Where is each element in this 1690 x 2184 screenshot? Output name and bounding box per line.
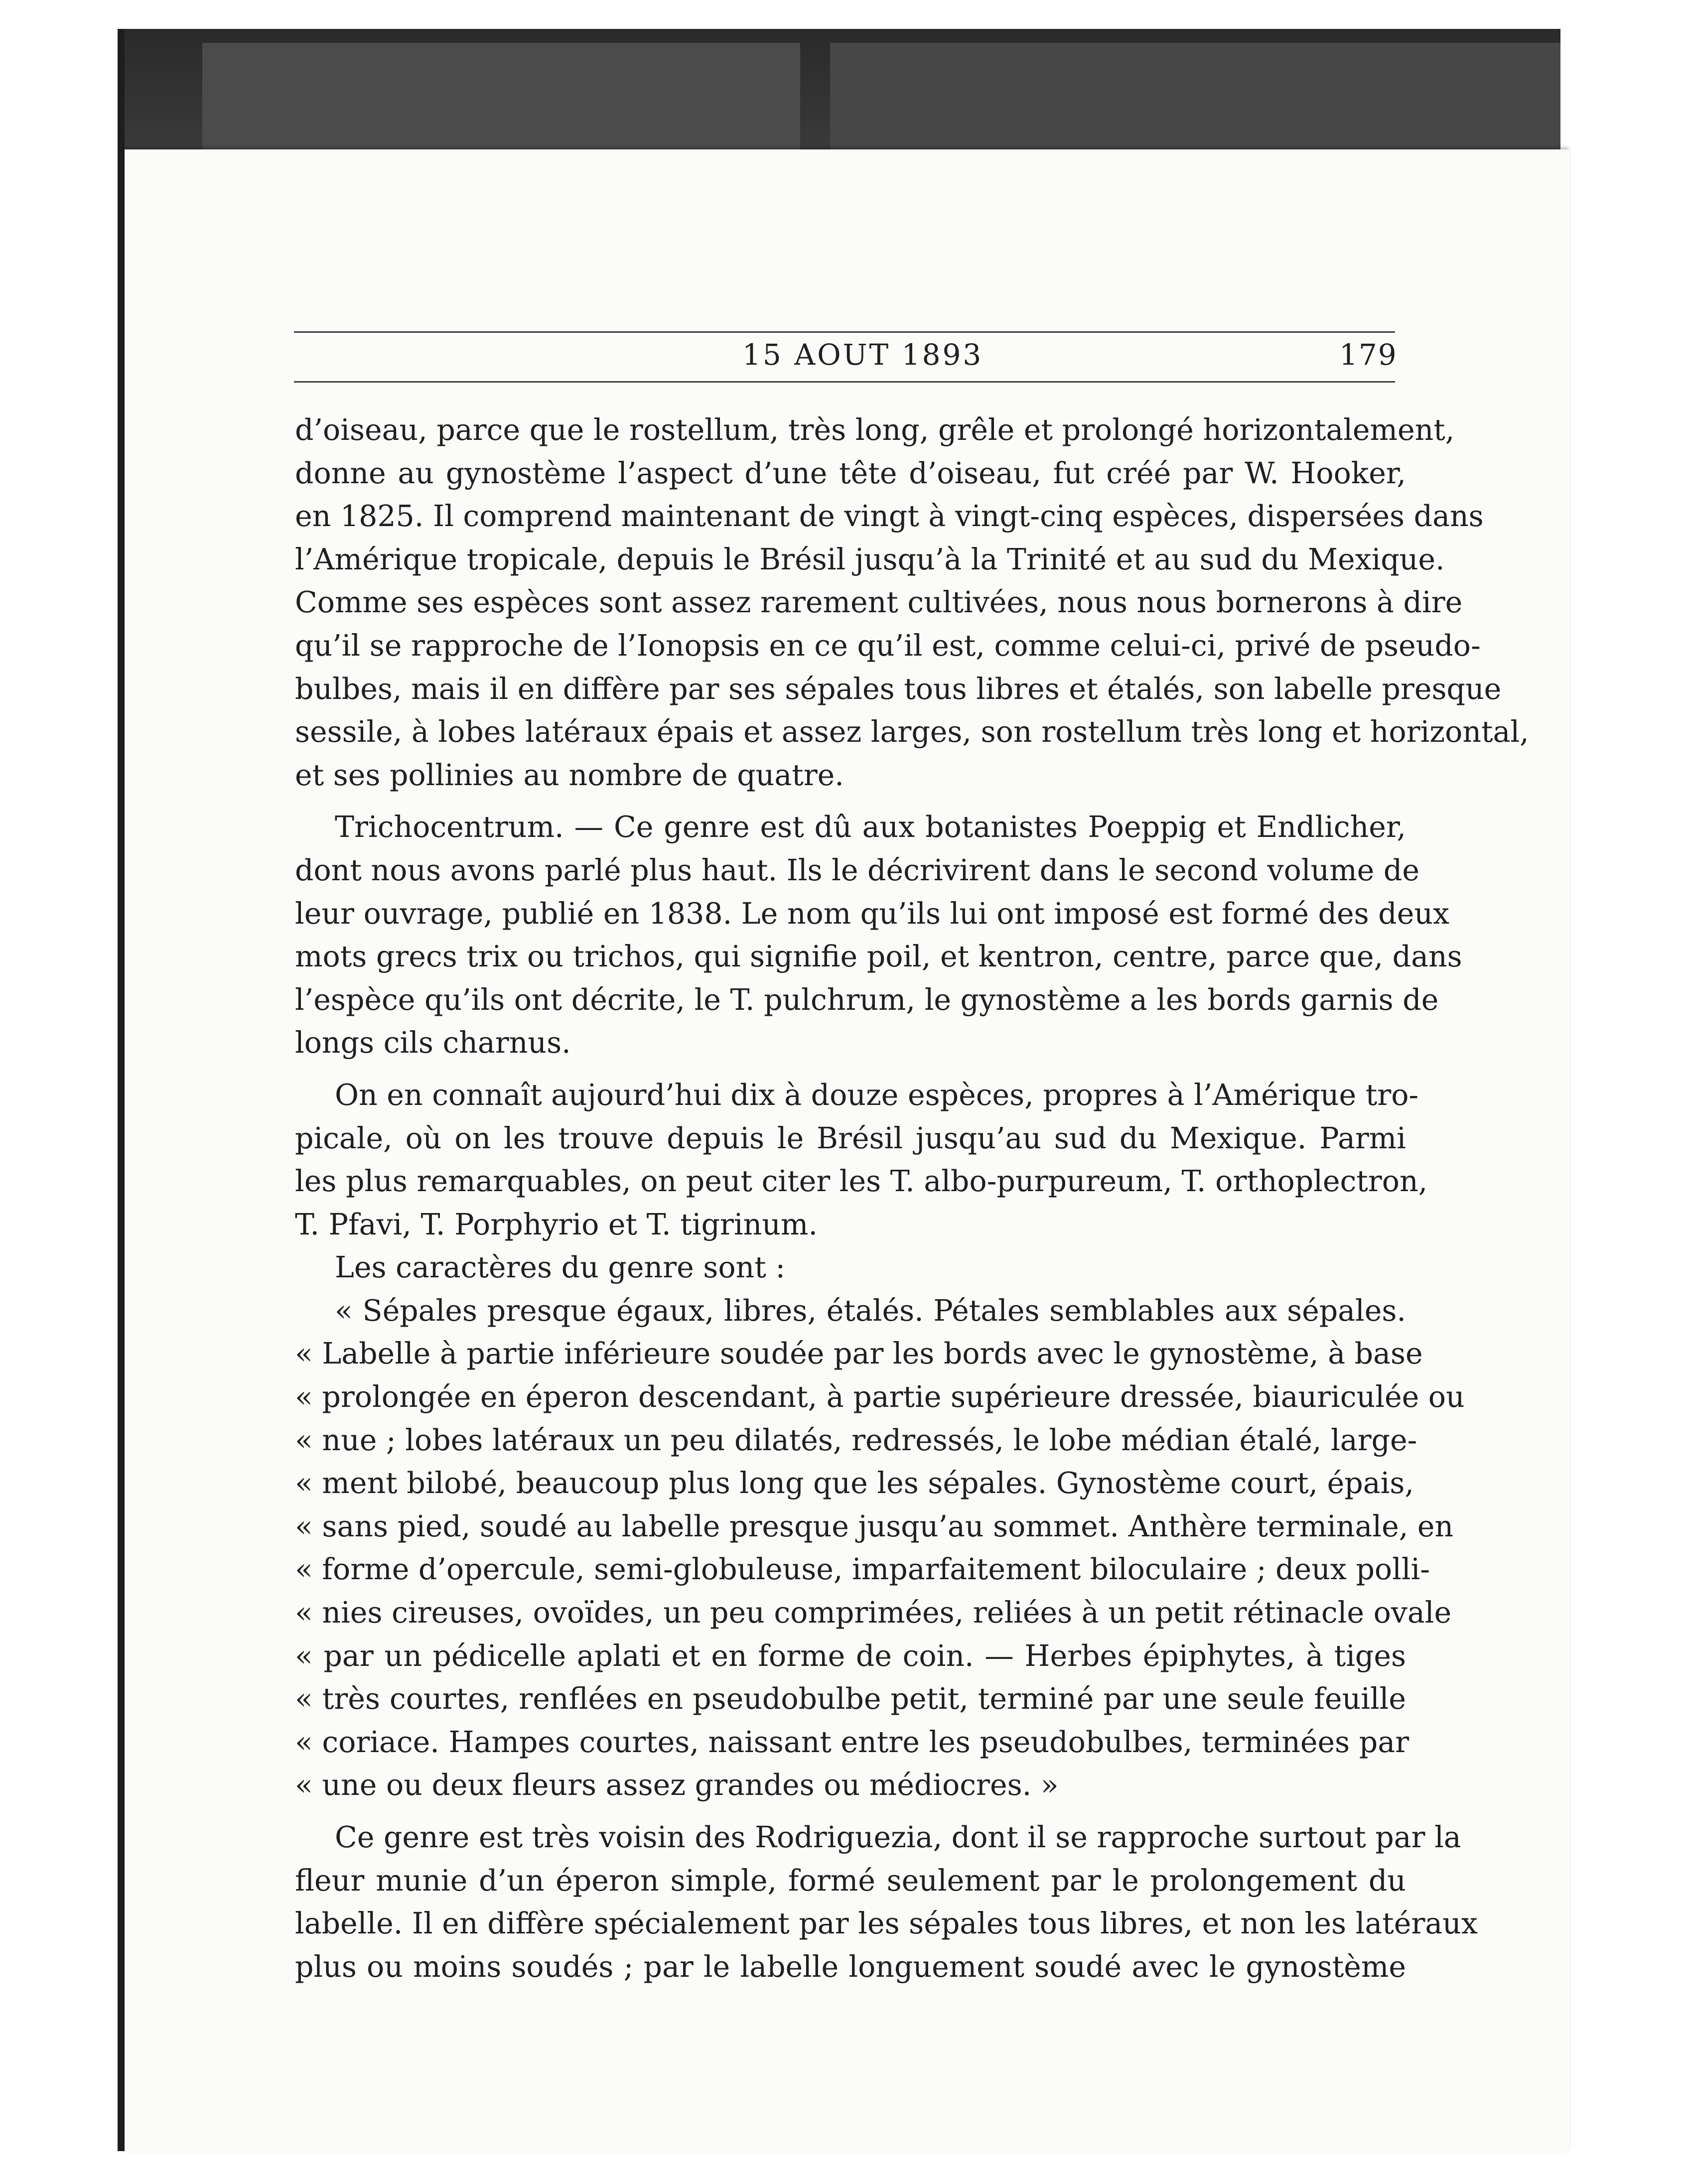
text-line: l’espèce qu’ils ont décrite, le T. pulchrum, le gynostème a les bords garnis de	[295, 982, 1439, 1017]
header-rule-top	[294, 331, 1395, 333]
header-rule-bottom	[294, 381, 1395, 383]
text-line: « prolongée en éperon descendant, à partie supérieure dressée, biauriculée ou	[295, 1380, 1465, 1414]
text-line: sessile, à lobes latéraux épais et assez larges, son rostellum très long et horizontal,	[295, 715, 1529, 749]
text-line: « coriace. Hampes courtes, naissant entre les pseudobulbes, terminées par	[295, 1725, 1409, 1759]
text-line: « Labelle à partie inférieure soudée par les bords avec le gynostème, à base	[295, 1337, 1423, 1371]
text-line: « sans pied, soudé au labelle presque jusqu’au sommet. Anthère terminale, en	[295, 1509, 1454, 1543]
text-line: leur ouvrage, publié en 1838. Le nom qu’ils lui ont imposé est formé des deux	[295, 896, 1450, 931]
scanner-book-left	[202, 43, 800, 153]
text-line: et ses pollinies au nombre de quatre.	[295, 758, 844, 792]
text-line: mots grecs trix ou trichos, qui signifie poil, et kentron, centre, parce que, dans	[295, 940, 1462, 974]
text-line: « ment bilobé, beaucoup plus long que les sépales. Gynostème court, épais,	[295, 1466, 1414, 1501]
text-line: labelle. Il en diffère spécialement par les sépales tous libres, et non les latéraux	[295, 1907, 1478, 1941]
text-line: T. Pfavi, T. Porphyrio et T. tigrinum.	[295, 1207, 818, 1241]
text-line: les plus remarquables, on peut citer les T. albo-purpureum, T. orthoplectron,	[295, 1164, 1428, 1199]
text-line: longs cils charnus.	[295, 1026, 571, 1060]
text-line: « par un pédicelle aplati et en forme de coin. — Herbes épiphytes, à tiges	[295, 1638, 1406, 1673]
text-line: bulbes, mais il en diffère par ses sépales tous libres et étalés, son labelle presque	[295, 672, 1502, 706]
scanner-book-right	[830, 43, 1560, 153]
scanner-left-edge	[118, 29, 125, 2151]
text-line: Ce genre est très voisin des Rodriguezia, dont il se rapproche surtout par la	[335, 1820, 1461, 1854]
text-line: l’Amérique tropicale, depuis le Brésil jusqu’à la Trinité et au sud du Mexique.	[295, 542, 1445, 576]
body-text	[295, 409, 1529, 1988]
text-line: « Sépales presque égaux, libres, étalés. Pétales semblables aux sépales.	[335, 1293, 1406, 1328]
text-line: plus ou moins soudés ; par le labelle longuement soudé avec le gynostème	[295, 1949, 1406, 1984]
text-line: Trichocentrum. — Ce genre est dû aux botanistes Poeppig et Endlicher,	[335, 810, 1406, 844]
text-line: en 1825. Il comprend maintenant de vingt à vingt-cinq espèces, dispersées dans	[295, 499, 1484, 534]
text-line: « une ou deux fleurs assez grandes ou médiocres. »	[295, 1768, 1059, 1802]
text-line: Comme ses espèces sont assez rarement cultivées, nous nous bornerons à dire	[295, 585, 1463, 620]
text-line: picale, où on les trouve depuis le Brésil jusqu’au sud du Mexique. Parmi	[295, 1121, 1406, 1155]
text-line: « nies cireuses, ovoïdes, un peu comprimées, reliées à un petit rétinacle ovale	[295, 1596, 1452, 1630]
text-line: donne au gynostème l’aspect d’une tête d’oiseau, fut créé par W. Hooker,	[295, 456, 1406, 490]
running-header-date: 15 AOUT 1893	[742, 338, 984, 372]
scanner-background	[118, 29, 1560, 153]
text-line: dont nous avons parlé plus haut. Ils le décrivirent dans le second volume de	[295, 853, 1419, 887]
text-line: Les caractères du genre sont :	[335, 1250, 786, 1285]
text-line: fleur munie d’un éperon simple, formé seulement par le prolongement du	[295, 1863, 1406, 1898]
text-line: « très courtes, renflées en pseudobulbe petit, terminé par une seule feuille	[295, 1682, 1406, 1716]
text-line: « nue ; lobes latéraux un peu dilatés, redressés, le lobe médian étalé, large-	[295, 1423, 1417, 1457]
text-line: On en connaît aujourd’hui dix à douze espèces, propres à l’Amérique tro-	[335, 1078, 1419, 1112]
text-line: « forme d’opercule, semi-globuleuse, imparfaitement biloculaire ; deux polli-	[295, 1552, 1430, 1587]
text-line: d’oiseau, parce que le rostellum, très long, grêle et prolongé horizontalement,	[295, 413, 1455, 447]
page-number: 179	[1339, 338, 1398, 372]
text-line: qu’il se rapproche de l’Ionopsis en ce qu’il est, comme celui-ci, privé de pseudo-	[295, 628, 1481, 663]
